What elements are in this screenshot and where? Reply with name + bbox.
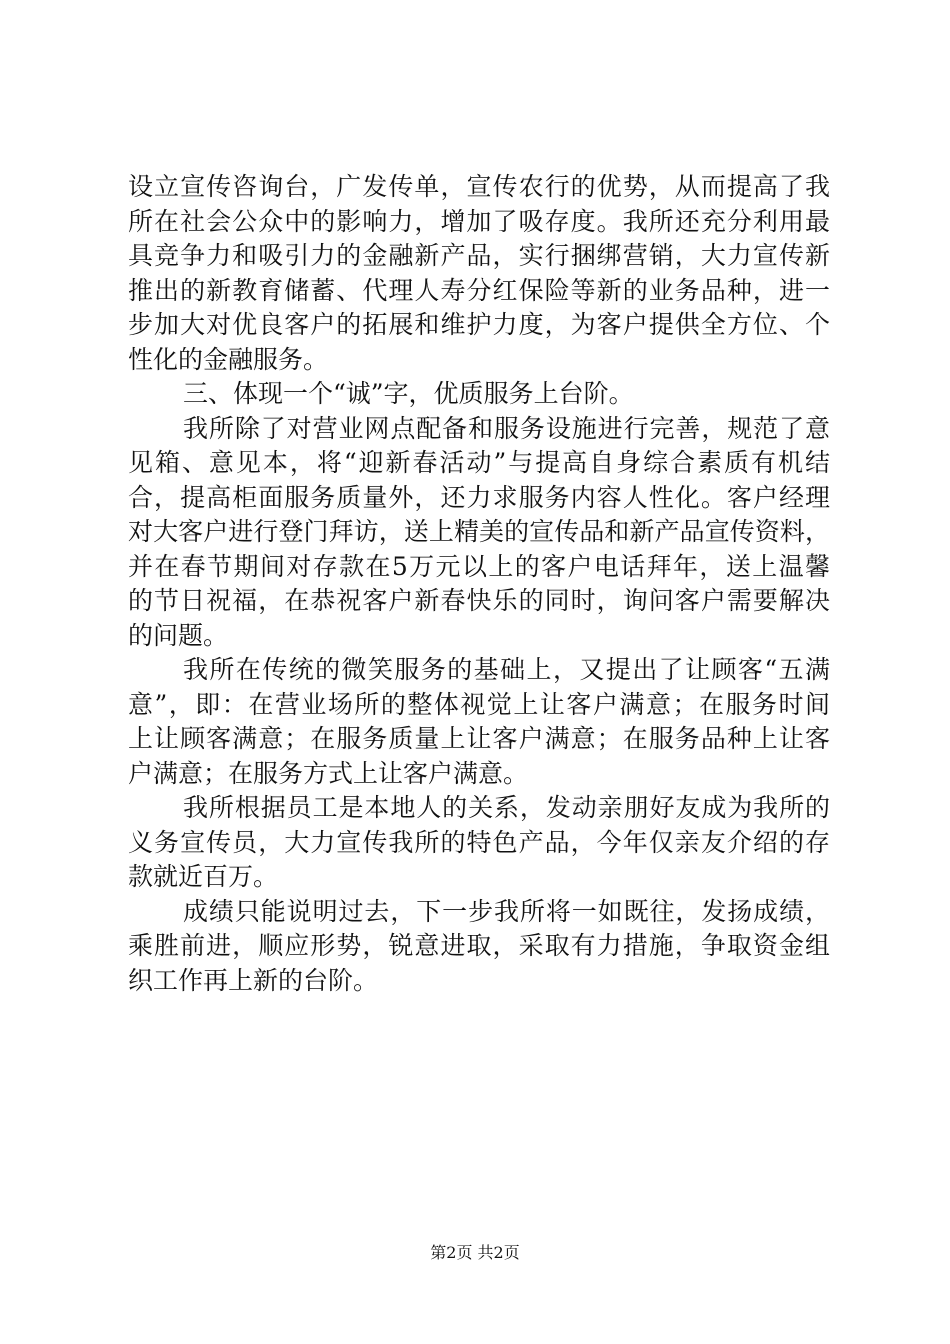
paragraph-line: 我所在传统的微笑服务的基础上，又提出了让顾客“五满 — [183, 655, 830, 684]
paragraph-line: 意”，即：在营业场所的整体视觉上让客户满意；在服务时间 — [128, 689, 830, 719]
document-body — [128, 170, 830, 998]
paragraph-line: 乘胜前进，顺应形势，锐意进取，采取有力措施，争取资金组 — [128, 931, 830, 960]
paragraph-line: 我所除了对营业网点配备和服务设施进行完善，规范了意 — [183, 413, 830, 443]
paragraph-line: 步加大对优良客户的拓展和维护力度，为客户提供全方位、个 — [128, 310, 830, 339]
paragraph-line: 具竞争力和吸引力的金融新产品，实行捆绑营销，大力宣传新 — [128, 241, 830, 270]
paragraph-line: 对大客户进行登门拜访，送上精美的宣传品和新产品宣传资料， — [128, 517, 830, 546]
paragraph-line: 并在春节期间对存款在5万元以上的客户电话拜年，送上温馨 — [128, 551, 830, 581]
paragraph-line: 合，提高柜面服务质量外，还力求服务内容人性化。客户经理 — [128, 482, 830, 512]
paragraph-line: 的问题。 — [128, 620, 229, 650]
paragraph-line: 户满意；在服务方式上让客户满意。 — [128, 758, 529, 788]
page-footer-number: 第2页 共2页 — [430, 1243, 520, 1262]
paragraph-line: 性化的金融服务。 — [128, 344, 329, 374]
paragraph-line: 义务宣传员，大力宣传我所的特色产品，今年仅亲友介绍的存 — [128, 827, 830, 857]
paragraph-line: 的节日祝福，在恭祝客户新春快乐的同时，询问客户需要解决 — [128, 586, 830, 615]
paragraph-line: 所在社会公众中的影响力，增加了吸存度。我所还充分利用最 — [128, 206, 830, 236]
paragraph-line: 款就近百万。 — [128, 862, 279, 891]
paragraph-line: 我所根据员工是本地人的关系，发动亲朋好友成为我所的 — [183, 793, 830, 822]
paragraph-line: 织工作再上新的台阶。 — [128, 965, 379, 995]
paragraph-line: 推出的新教育储蓄、代理人寿分红保险等新的业务品种，进一 — [128, 275, 830, 305]
paragraph-line: 上让顾客满意；在服务质量上让客户满意；在服务品种上让客 — [128, 724, 830, 753]
paragraph-line: 成绩只能说明过去，下一步我所将一如既往，发扬成绩， — [183, 896, 830, 926]
paragraph-line: 设立宣传咨询台，广发传单，宣传农行的优势，从而提高了我 — [128, 172, 830, 201]
section-heading: 三、体现一个“诚”字，优质服务上台阶。 — [183, 379, 634, 408]
paragraph-line: 见箱、意见本，将“迎新春活动”与提高自身综合素质有机结 — [128, 448, 830, 477]
